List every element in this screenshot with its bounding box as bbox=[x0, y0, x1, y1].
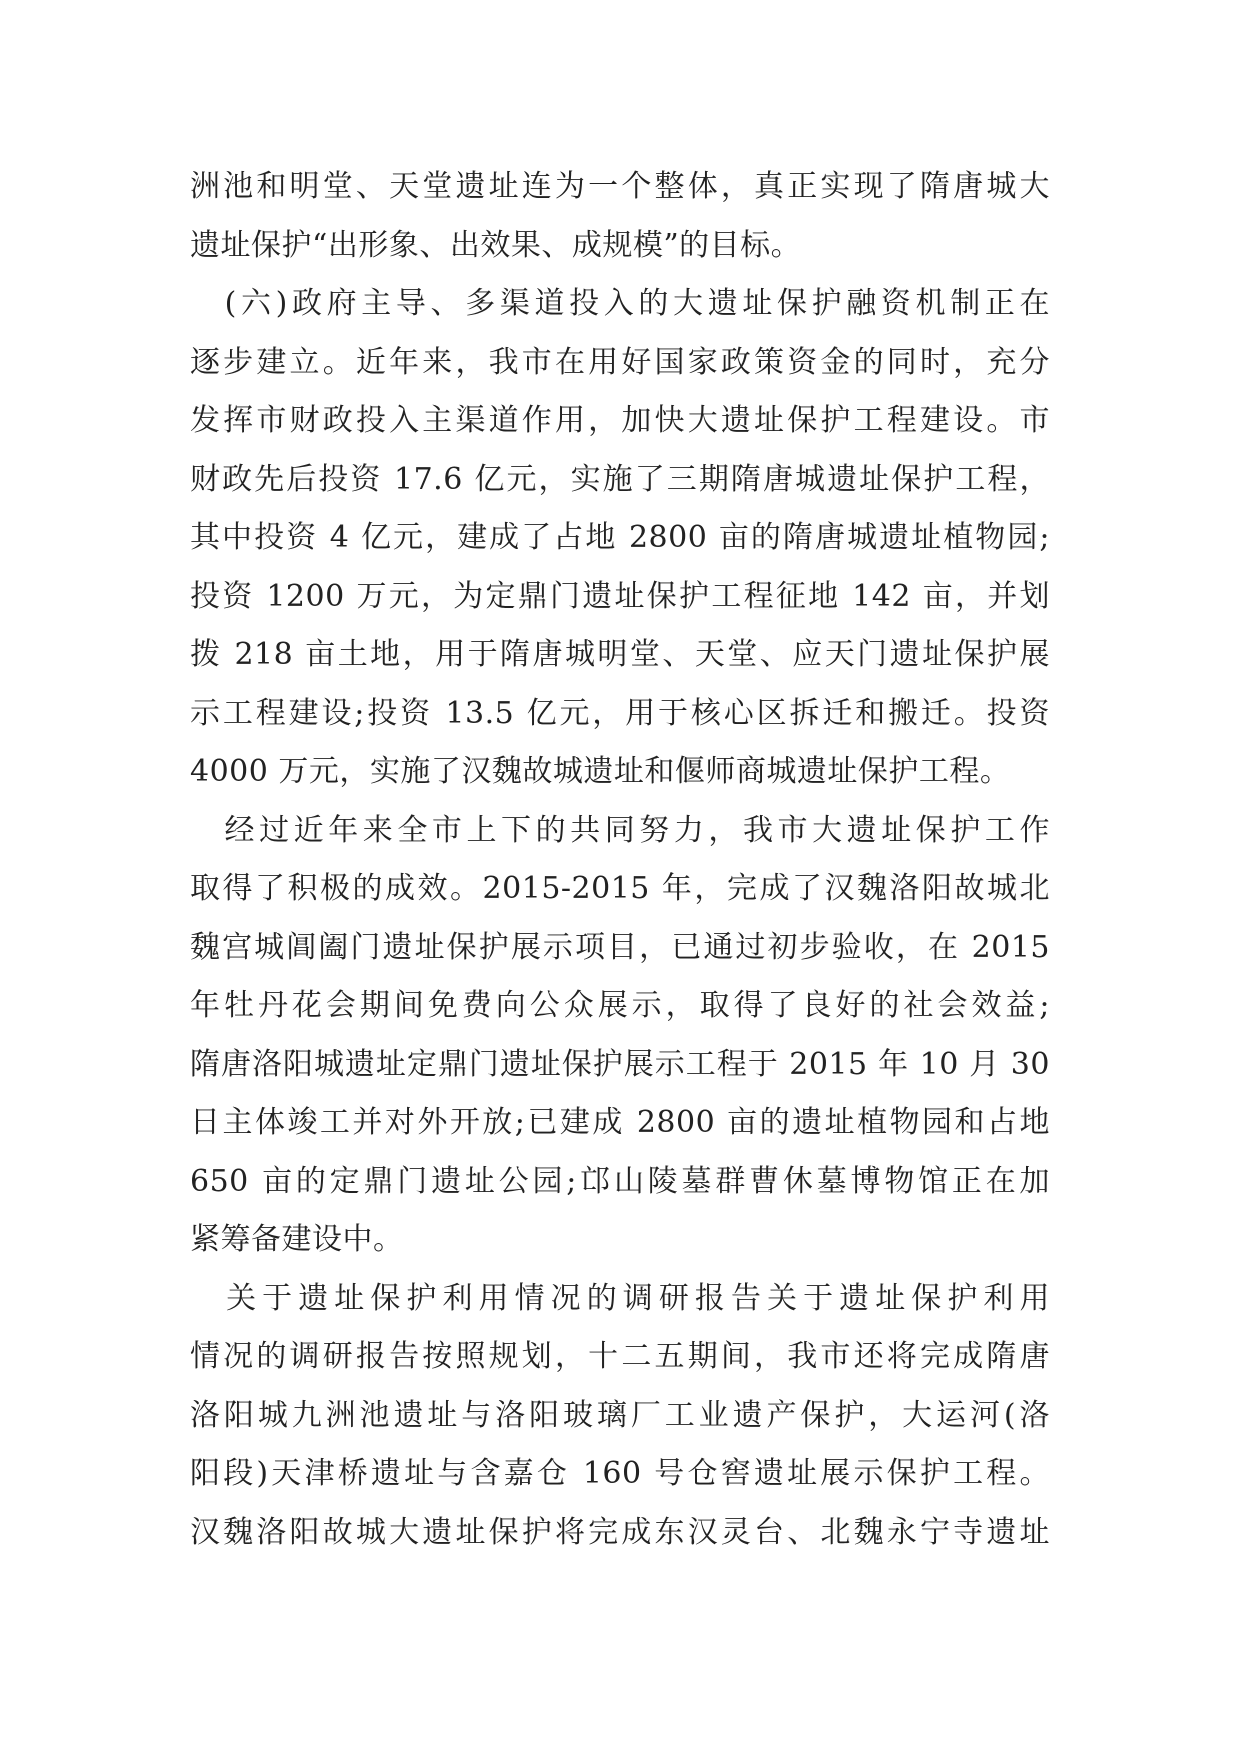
text-line: 示工程建设;投资 13.5 亿元，用于核心区拆迁和搬迁。投资 bbox=[190, 695, 1050, 731]
text-line: 年牡丹花会期间免费向公众展示，取得了良好的社会效益; bbox=[190, 988, 1050, 1023]
text-line: 关于遗址保护利用情况的调研报告关于遗址保护利用 bbox=[190, 1280, 1050, 1316]
text-line: 其中投资 4 亿元，建成了占地 2800 亩的隋唐城遗址植物园; bbox=[190, 520, 1050, 555]
text-line: 经过近年来全市上下的共同努力，我市大遗址保护工作 bbox=[190, 812, 1050, 848]
text-line: 日主体竣工并对外开放;已建成 2800 亩的遗址植物园和占地 bbox=[190, 1105, 1050, 1140]
text-line: 阳段)天津桥遗址与含嘉仓 160 号仓窖遗址展示保护工程。 bbox=[190, 1456, 1050, 1491]
text-line: 汉魏洛阳故城大遗址保护将完成东汉灵台、北魏永宁寺遗址 bbox=[190, 1514, 1050, 1550]
body-text bbox=[190, 158, 1050, 1562]
text-line: 洲池和明堂、天堂遗址连为一个整体，真正实现了隋唐城大 bbox=[190, 169, 1050, 204]
text-line: 洛阳城九洲池遗址与洛阳玻璃厂工业遗产保护，大运河(洛 bbox=[190, 1397, 1050, 1433]
text-line: 逐步建立。近年来，我市在用好国家政策资金的同时，充分 bbox=[190, 344, 1050, 380]
text-line: (六)政府主导、多渠道投入的大遗址保护融资机制正在 bbox=[190, 286, 1050, 321]
text-line: 情况的调研报告按照规划，十二五期间，我市还将完成隋唐 bbox=[190, 1339, 1050, 1374]
text-line: 650 亩的定鼎门遗址公园;邙山陵墓群曹休墓博物馆正在加 bbox=[190, 1163, 1050, 1199]
text-line: 魏宫城阊阖门遗址保护展示项目，已通过初步验收，在 2015 bbox=[190, 929, 1050, 965]
text-line: 取得了积极的成效。2015-2015 年，完成了汉魏洛阳故城北 bbox=[190, 871, 1050, 906]
text-line: 拨 218 亩土地，用于隋唐城明堂、天堂、应天门遗址保护展 bbox=[190, 637, 1050, 672]
text-line: 紧筹备建设中。 bbox=[190, 1222, 404, 1257]
text-line: 4000 万元，实施了汉魏故城遗址和偃师商城遗址保护工程。 bbox=[190, 754, 1011, 789]
text-line: 隋唐洛阳城遗址定鼎门遗址保护展示工程于 2015 年 10 月 30 bbox=[190, 1046, 1050, 1082]
text-line: 投资 1200 万元，为定鼎门遗址保护工程征地 142 亩，并划 bbox=[190, 578, 1050, 614]
text-line: 财政先后投资 17.6 亿元，实施了三期隋唐城遗址保护工程， bbox=[190, 461, 1050, 497]
text-line: 发挥市财政投入主渠道作用，加快大遗址保护工程建设。市 bbox=[190, 403, 1050, 438]
text-line: 遗址保护“出形象、出效果、成规模”的目标。 bbox=[190, 227, 802, 263]
